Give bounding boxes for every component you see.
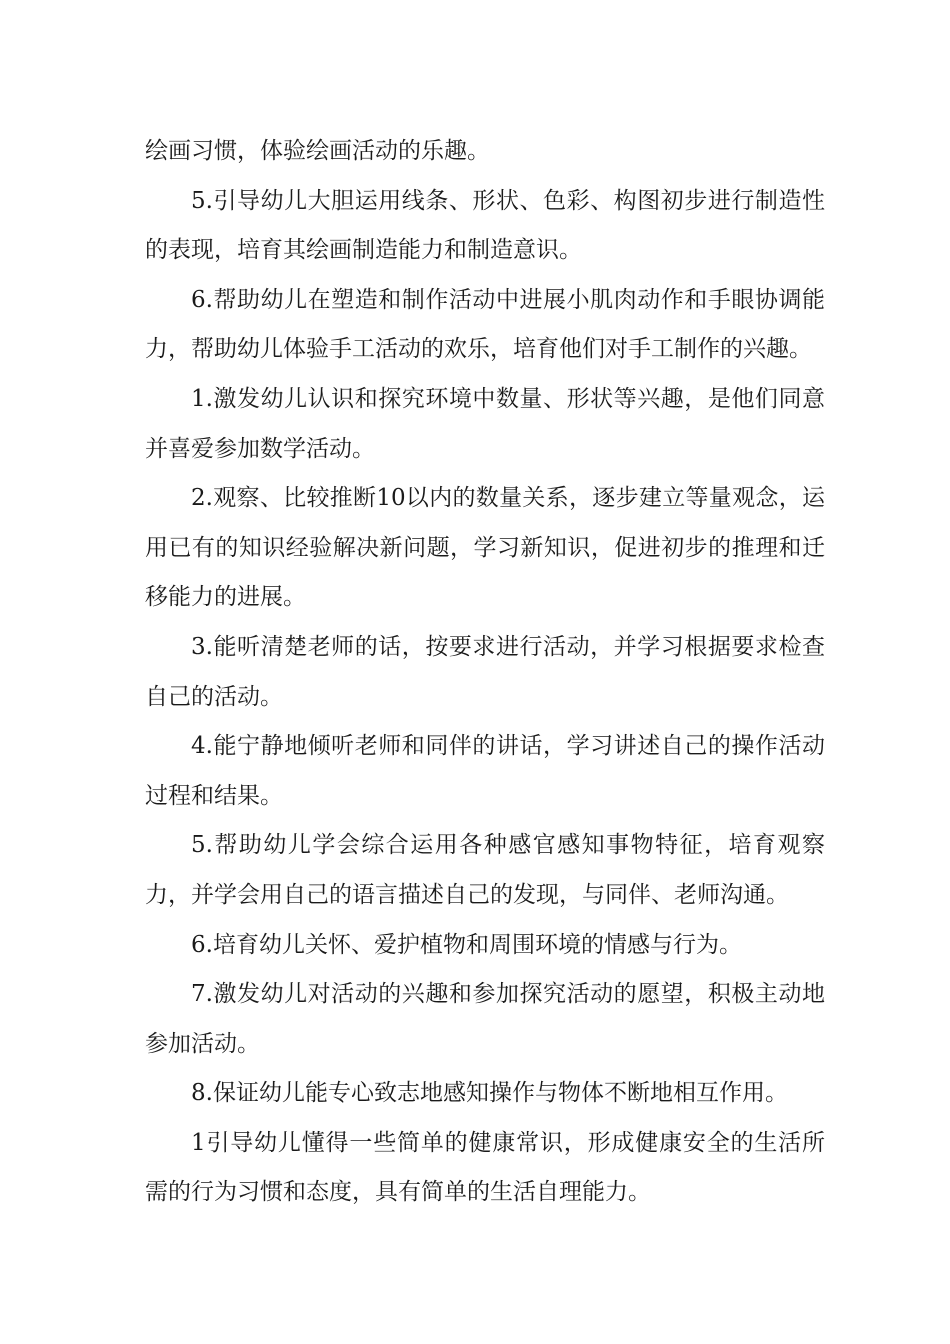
paragraph-math-3: 3.能听清楚老师的话，按要求进行活动，并学习根据要求检查自己的活动。 (145, 633, 825, 710)
paragraph-art-6: 6.帮助幼儿在塑造和制作活动中进展小肌肉动作和手眼协调能力，帮助幼儿体验手工活动的欢乐，培育他们对手工制作的兴趣。 (145, 286, 825, 363)
paragraph-math-4: 4.能宁静地倾听老师和同伴的讲话，学习讲述自己的操作活动过程和结果。 (145, 733, 825, 809)
document-body (145, 127, 825, 1218)
paragraph-science-5: 5.帮助幼儿学会综合运用各种感官感知事物特征，培育观察力，并学会用自己的语言描述自己的发现，与同伴、老师沟通。 (145, 832, 825, 908)
paragraph-science-8: 8.保证幼儿能专心致志地感知操作与物体不断地相互作用。 (191, 1080, 788, 1107)
paragraph-science-7: 7.激发幼儿对活动的兴趣和参加探究活动的愿望，积极主动地参加活动。 (145, 981, 825, 1057)
paragraph-math-2: 2.观察、比较推断10以内的数量关系，逐步建立等量观念，运用已有的知识经验解决新问题，学习新知识，促进初步的推理和迁移能力的进展。 (145, 485, 825, 611)
paragraph-science-6: 6.培育幼儿关怀、爱护植物和周围环境的情感与行为。 (191, 931, 742, 958)
paragraph-art-5: 5.引导幼儿大胆运用线条、形状、色彩、构图初步进行制造性的表现，培育其绘画制造能力和制造意识。 (145, 187, 825, 264)
paragraph-continuation: 绘画习惯，体验绘画活动的乐趣。 (145, 138, 490, 164)
paragraph-health-1: 1引导幼儿懂得一些简单的健康常识，形成健康安全的生活所需的行为习惯和态度，具有简单的生活自理能力。 (145, 1129, 825, 1206)
paragraph-math-1: 1.激发幼儿认识和探究环境中数量、形状等兴趣，是他们同意并喜爱参加数学活动。 (145, 385, 825, 462)
